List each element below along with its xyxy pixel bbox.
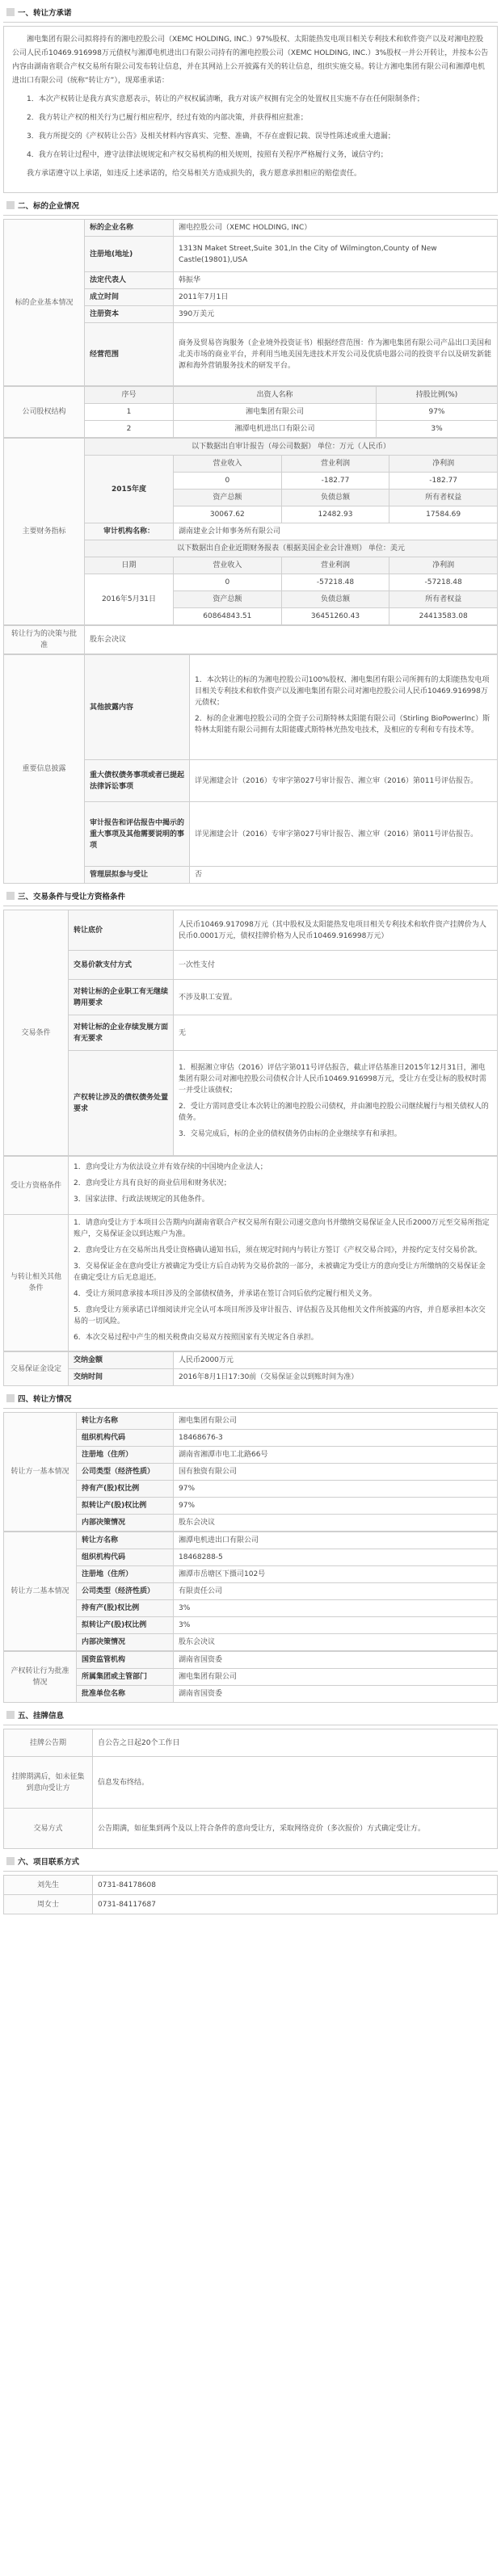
- section-title-text: 三、交易条件与受让方资格条件: [18, 893, 126, 901]
- cell: 0: [174, 574, 282, 591]
- column-header: 所有者权益: [389, 591, 498, 608]
- table-row: [4, 1015, 498, 1051]
- cell: 24413583.08: [389, 608, 498, 625]
- finance-table: [3, 438, 498, 625]
- row-value: 湘电集团有限公司: [174, 1413, 498, 1430]
- table-row: [4, 1413, 498, 1430]
- row-value: 详见湘建会计（2016）专审字第027号审计报告、湘立审（2016）第011号评估报告。: [190, 802, 498, 867]
- row-value: 18468288-5: [174, 1549, 498, 1566]
- cell: -57218.48: [281, 574, 389, 591]
- row-label: 对转让标的企业职工有无继续聘用要求: [69, 980, 174, 1015]
- table-row: [4, 951, 498, 980]
- row-label: 转让方名称: [77, 1413, 174, 1430]
- bullet-icon: [6, 1857, 15, 1865]
- row-label: 公司类型（经济性质）: [77, 1583, 174, 1600]
- row-value: 18468676-3: [174, 1430, 498, 1447]
- row-value: 1313N Maket Street,Suite 301,In the City of Wilmington,County of New Castle(19801),USA: [174, 237, 498, 272]
- row-value: 否: [190, 867, 498, 884]
- row-value: 2011年7月1日: [174, 289, 498, 306]
- cell: 1: [85, 404, 174, 421]
- table-row: [4, 439, 498, 456]
- table-row: [4, 1669, 498, 1686]
- important-side-label: 重要信息披露: [4, 655, 85, 884]
- transferor2-table: [3, 1532, 498, 1651]
- row-label: 交易方式: [4, 1809, 93, 1849]
- row-label: 国资监管机构: [77, 1652, 174, 1669]
- row-label: 标的企业名称: [85, 220, 174, 237]
- paragraph: 3．交易完成后，标的企业的债权债务仍由标的企业继续享有和承担。: [179, 1129, 402, 1138]
- paragraph: 2．意向受让方具有良好的商业信用和财务状况；: [74, 1179, 231, 1187]
- table-row: [4, 1729, 498, 1757]
- auditor-label: 审计机构名称：: [85, 523, 174, 540]
- table-row: [4, 1876, 498, 1895]
- row-label: 经营范围: [85, 323, 174, 386]
- cell: 17584.69: [389, 506, 498, 523]
- row-value: 湘潭电机进出口有限公司: [174, 1532, 498, 1549]
- table-row: [4, 1157, 498, 1215]
- table-row: [4, 910, 498, 951]
- approval-side-label: 产权转让行为批准情况: [4, 1652, 77, 1703]
- row-value: 湘电控股公司（XEMC HOLDING, INC）: [174, 220, 498, 237]
- row-value: [174, 1051, 498, 1156]
- contact-phone: 0731-84117687: [93, 1895, 498, 1914]
- section-title-text: 五、挂牌信息: [18, 1712, 65, 1721]
- row-value: 人民币10469.917098万元（其中股权及太阳能热发电项目相关专利技术和软件资产挂牌价为人民币0.0001万元，债权挂牌价格为人民币10469.916998万元）: [174, 910, 498, 951]
- row-label: 法定代表人: [85, 272, 174, 289]
- section-title-transferor: [3, 1391, 498, 1409]
- column-header: 出资人名称: [174, 387, 377, 404]
- row-label: 注册地(地址): [85, 237, 174, 272]
- row-label: 拟转让产(股)权比例: [77, 1498, 174, 1515]
- row-value: 湖南省国资委: [174, 1652, 498, 1669]
- row-label: 转让方名称: [77, 1532, 174, 1549]
- transferor1-table: [3, 1412, 498, 1532]
- contact-phone: 0731-84178608: [93, 1876, 498, 1895]
- table-row: [4, 1757, 498, 1809]
- row-value: 股东会决议: [85, 626, 498, 654]
- column-header: 营业利润: [281, 557, 389, 574]
- column-header: 资产总额: [174, 591, 282, 608]
- paragraph: 3．交易保证金在意向受让方被确定为受让方后自动转为交易价款的一部分，未被确定为受让方的意向受让方所缴纳的交易保证金在确定受让方后无息退还。: [74, 1263, 486, 1282]
- row-value: 湘潭市岳塘区下摄司102号: [174, 1566, 498, 1583]
- row-label: 内部决策情况: [77, 1634, 174, 1651]
- column-header: 所有者权益: [389, 490, 498, 506]
- table-row: [4, 1215, 498, 1351]
- column-header: 日期: [85, 557, 174, 574]
- bullet-icon: [6, 1394, 15, 1402]
- section-title-commitment: [3, 5, 498, 23]
- approval-table: [3, 1651, 498, 1703]
- table-row: [4, 220, 498, 237]
- row-label: 受让方资格条件: [4, 1157, 69, 1215]
- row-label: 重大债权债务事项或者已提起法律诉讼事项: [85, 760, 190, 802]
- cell: 36451260.43: [281, 608, 389, 625]
- paragraph: 3．国家法律、行政法规规定的其他条件。: [74, 1195, 209, 1204]
- table-row: [4, 655, 498, 760]
- row-value: 股东会决议: [174, 1634, 498, 1651]
- row-label: 审计报告和评估报告中揭示的重大事项及其他需要说明的事项: [85, 802, 190, 867]
- cell: 3%: [377, 421, 498, 438]
- table-row: [4, 1686, 498, 1703]
- buyer-conditions-table: [3, 1156, 498, 1351]
- section-title-text: 六、项目联系方式: [18, 1858, 80, 1867]
- deposit-side-label: 交易保证金设定: [4, 1352, 69, 1386]
- column-header: 序号: [85, 387, 174, 404]
- bullet-icon: [6, 1711, 15, 1719]
- row-label: 组织机构代码: [77, 1549, 174, 1566]
- cell: 2016年5月31日: [85, 574, 174, 625]
- section-title-listing: [3, 1708, 498, 1725]
- commitment-paragraph: 我方承诺遵守以上承诺，如违反上述承诺的，给交易相关方造成损失的，我方愿意承担相应的赔偿责任。: [27, 170, 362, 178]
- row-value: 国有独资有限公司: [174, 1464, 498, 1481]
- paragraph: 1．本次转让的标的为湘电控股公司100%股权、湘电集团有限公司所拥有的太阳能热发电项目相关专利技术和软件资产以及湘电集团有限公司对湘电控股公司人民币10469.916998万元债权；: [195, 675, 490, 707]
- row-value: 韩振华: [174, 272, 498, 289]
- cell: 湘电集团有限公司: [174, 404, 377, 421]
- row-label: 其他披露内容: [85, 655, 190, 760]
- commitment-box: [3, 26, 498, 193]
- bullet-icon: [6, 201, 15, 209]
- row-value: 97%: [174, 1481, 498, 1498]
- report-title: 以下数据出自企业近期财务报表（根据美国企业会计准则） 单位：美元: [85, 540, 498, 557]
- table-row: [4, 1566, 498, 1583]
- row-label: 产权转让涉及的债权债务处置要求: [69, 1051, 174, 1156]
- table-row: [4, 1515, 498, 1532]
- column-header: 营业收入: [174, 456, 282, 473]
- auditor-value: 湖南建业会计师事务所有限公司: [174, 523, 498, 540]
- row-value: 详见湘建会计（2016）专审字第027号审计报告、湘立审（2016）第011号评估报告。: [190, 760, 498, 802]
- row-label: 持有产(股)权比例: [77, 1600, 174, 1617]
- cell: 湘潭电机进出口有限公司: [174, 421, 377, 438]
- row-value: 自公告之日起20个工作日: [93, 1729, 498, 1757]
- column-header: 营业收入: [174, 557, 282, 574]
- commitment-paragraph: 3．我方所提交的《产权转让公告》及相关材料内容真实、完整、准确，不存在虚假记载、误导性陈述或重大遗漏；: [27, 132, 395, 141]
- table-row: [4, 1464, 498, 1481]
- column-header: 负债总额: [281, 591, 389, 608]
- row-value: 湖南省国资委: [174, 1686, 498, 1703]
- cell: -182.77: [281, 473, 389, 490]
- transferor1-side-label: 转让方一基本情况: [4, 1413, 77, 1532]
- table-row: [4, 626, 498, 654]
- row-value: 股东会决议: [174, 1515, 498, 1532]
- table-row: [4, 1617, 498, 1634]
- table-row: [4, 1652, 498, 1669]
- finance-side-label: 主要财务指标: [4, 439, 85, 625]
- table-row: [4, 1481, 498, 1498]
- table-row: [4, 1634, 498, 1651]
- row-label: 所属集团或主管部门: [77, 1669, 174, 1686]
- row-label: 交纳时间: [69, 1369, 174, 1386]
- row-label: 交纳金额: [69, 1352, 174, 1369]
- row-value: 商务及贸易咨询服务（企业境外投资证书）根据经营范围：作为湘电集团有限公司产品出口美国和北美市场的商业平台，并利用当地美国先进技术开发公司及优质电器公司的投资平台以及研发新能源和海外营销服务技术的研发平台。: [174, 323, 498, 386]
- column-header: 负债总额: [281, 490, 389, 506]
- paragraph: 2．标的企业湘电控股公司的全资子公司斯特林太阳能有限公司（Stirling BioPowerInc）斯特林太阳能有限公司拥有太阳能碟式斯特林光热发电技术，及相应的专利和专有技术等。: [195, 714, 490, 734]
- row-label: 管理层拟参与受让: [85, 867, 190, 884]
- row-label: 转让行为的决策与批准: [4, 626, 85, 654]
- row-value: 不涉及职工安置。: [174, 980, 498, 1015]
- page: [0, 5, 501, 1923]
- row-label: 注册资本: [85, 306, 174, 323]
- row-label: 挂牌期满后，如未征集到意向受让方: [4, 1757, 93, 1809]
- column-header: 净利润: [389, 557, 498, 574]
- table-row: [4, 1583, 498, 1600]
- bullet-icon: [6, 892, 15, 900]
- section-title-text: 一、转让方承诺: [18, 9, 72, 18]
- row-value: 有限责任公司: [174, 1583, 498, 1600]
- row-value: [69, 1215, 498, 1351]
- row-value: [69, 1157, 498, 1215]
- row-label: 注册地（住所）: [77, 1447, 174, 1464]
- row-label: 注册地（住所）: [77, 1566, 174, 1583]
- table-row: [4, 1809, 498, 1849]
- row-value: 2016年8月1日17:30前（交易保证金以到账时间为准）: [174, 1369, 498, 1386]
- table-row: [4, 1447, 498, 1464]
- deposit-table: [3, 1351, 498, 1386]
- company-table: [3, 219, 498, 386]
- listing-table: [3, 1729, 498, 1849]
- paragraph: 6．本次交易过程中产生的相关税费由交易双方按照国家有关规定各自承担。: [74, 1334, 318, 1342]
- row-label: 与转让相关其他条件: [4, 1215, 69, 1351]
- row-value: 湘电集团有限公司: [174, 1669, 498, 1686]
- column-header: 资产总额: [174, 490, 282, 506]
- row-label: 持有产(股)权比例: [77, 1481, 174, 1498]
- table-row: [4, 1895, 498, 1914]
- row-label: 转让底价: [69, 910, 174, 951]
- table-row: [4, 1600, 498, 1617]
- cell: -182.77: [389, 473, 498, 490]
- table-row: [4, 387, 498, 404]
- cell: 97%: [377, 404, 498, 421]
- commitment-paragraph: 湘电集团有限公司拟将持有的湘电控股公司（XEMC HOLDING, INC.）97%股权、太阳能热发电项目相关专利技术和软件资产以及对湘电控股公司人民币10469.916998万元债权与湘潭电机进出口有限公司持有的湘电控股公司（XEMC HOLDING, INC.）3%股权一并公开转让，并按本公告内容由湖南省联合产权交易所有限公司发布转让信息，并在其网站上公开披露有关的转让信息，组织实施交易。转让方湘电集团有限公司和湘潭电机进出口有限公司（统称“转让方”），现郑重承诺：: [12, 36, 489, 85]
- paragraph: 1．根据湘立审估（2016）评估字第011号评估报告，截止评估基准日2015年12月31日，湘电集团有限公司对湘电控股公司债权合计人民币10469.916998万元，受让方在受让标的股权时需一并受让该债权；: [179, 1063, 486, 1095]
- row-value: [190, 655, 498, 760]
- row-label: 对转让标的企业存续发展方面有无要求: [69, 1015, 174, 1051]
- row-label: 挂牌公告期: [4, 1729, 93, 1757]
- paragraph: 1．意向受让方为依法设立并有效存续的中国境内企业法人；: [74, 1162, 267, 1171]
- table-row: [4, 1369, 498, 1386]
- row-value: 无: [174, 1015, 498, 1051]
- cell: -57218.48: [389, 574, 498, 591]
- table-row: [4, 1051, 498, 1156]
- year-label: 2015年度: [85, 456, 174, 523]
- row-value: 一次性支付: [174, 951, 498, 980]
- section-title-text: 二、标的企业情况: [18, 202, 80, 211]
- table-row: [4, 1352, 498, 1369]
- conditions-table: [3, 910, 498, 1156]
- row-label: 批准单位名称: [77, 1686, 174, 1703]
- cell: 12482.93: [281, 506, 389, 523]
- cell: 0: [174, 473, 282, 490]
- paragraph: 2．受让方需同意受让本次转让的湘电控股公司债权，并由湘电控股公司继续履行与相关债权人的债务。: [179, 1102, 489, 1122]
- row-value: 信息发布终结。: [93, 1757, 498, 1809]
- transferor2-side-label: 转让方二基本情况: [4, 1532, 77, 1651]
- cell: 60864843.51: [174, 608, 282, 625]
- transfer-decision-table: [3, 625, 498, 654]
- table-row: [4, 980, 498, 1015]
- column-header: 净利润: [389, 456, 498, 473]
- row-label: 成立时间: [85, 289, 174, 306]
- paragraph: 2．意向受让方在交易所出具受让资格确认通知书后，须在规定时间内与转让方签订《产权交易合同》，并按约定支付交易价款。: [74, 1246, 482, 1254]
- column-header: 持股比例(%): [377, 387, 498, 404]
- conditions-side-label: 交易条件: [4, 910, 69, 1156]
- section-title-conditions: [3, 889, 498, 906]
- section-title-text: 四、转让方情况: [18, 1395, 72, 1404]
- contacts-table: [3, 1875, 498, 1914]
- row-label: 内部决策情况: [77, 1515, 174, 1532]
- table-row: [4, 1532, 498, 1549]
- row-value: 3%: [174, 1617, 498, 1634]
- shareholder-table: [3, 386, 498, 438]
- table-row: [4, 1498, 498, 1515]
- row-value: 湖南省湘潭市电工北路66号: [174, 1447, 498, 1464]
- section-title-contacts: [3, 1854, 498, 1872]
- row-label: 交易价款支付方式: [69, 951, 174, 980]
- table-row: [4, 1549, 498, 1566]
- page-bottom-spacer: [3, 1914, 498, 1923]
- row-value: 公告期满，如征集到两个及以上符合条件的意向受让方，采取网络竞价（多次报价）方式确定受让方。: [93, 1809, 498, 1849]
- paragraph: 4．受让方须同意承接本项目涉及的全部债权债务，并承诺在签订合同后依约定履行相关义务。: [74, 1290, 377, 1298]
- paragraph: 1．请意向受让方于本项目公告期内向湖南省联合产权交易所有限公司递交意向书并缴纳交易保证金人民币2000万元至交易所指定账户，交易保证金以到达账户为准。: [74, 1219, 490, 1238]
- contact-name: 周女士: [4, 1895, 93, 1914]
- column-header: 营业利润: [281, 456, 389, 473]
- commitment-paragraph: 1．本次产权转让是我方真实意愿表示，转让的产权权属清晰，我方对该产权拥有完全的处置权且实施不存在任何限制条件；: [27, 95, 424, 103]
- shareholder-side-label: 公司股权结构: [4, 387, 85, 438]
- company-side-label: 标的企业基本情况: [4, 220, 85, 386]
- row-value: 3%: [174, 1600, 498, 1617]
- section-title-company: [3, 198, 498, 216]
- row-label: 组织机构代码: [77, 1430, 174, 1447]
- row-label: 公司类型（经济性质）: [77, 1464, 174, 1481]
- contact-name: 刘先生: [4, 1876, 93, 1895]
- row-value: 390万美元: [174, 306, 498, 323]
- important-info-table: [3, 654, 498, 884]
- commitment-paragraph: 2．我方转让产权的相关行为已履行相应程序，经过有效的内部决策，并获得相应批准；: [27, 114, 308, 122]
- row-value: 97%: [174, 1498, 498, 1515]
- cell: 30067.62: [174, 506, 282, 523]
- paragraph: 5．意向受让方须承诺已详细阅读并完全认可本项目所涉及审计报告、评估报告及其他相关文件所披露的内容，并自愿承担本次交易的一切风险。: [74, 1306, 486, 1326]
- table-row: [4, 1430, 498, 1447]
- commitment-paragraph: 4．我方在转让过程中，遵守法律法规规定和产权交易机构的相关规则，按照有关程序严格履行义务，诚信守约；: [27, 151, 388, 159]
- row-label: 拟转让产(股)权比例: [77, 1617, 174, 1634]
- audit-title: 以下数据出自审计报告（母公司数据） 单位：万元（人民币）: [85, 439, 498, 456]
- bullet-icon: [6, 8, 15, 16]
- cell: 2: [85, 421, 174, 438]
- row-value: 人民币2000万元: [174, 1352, 498, 1369]
